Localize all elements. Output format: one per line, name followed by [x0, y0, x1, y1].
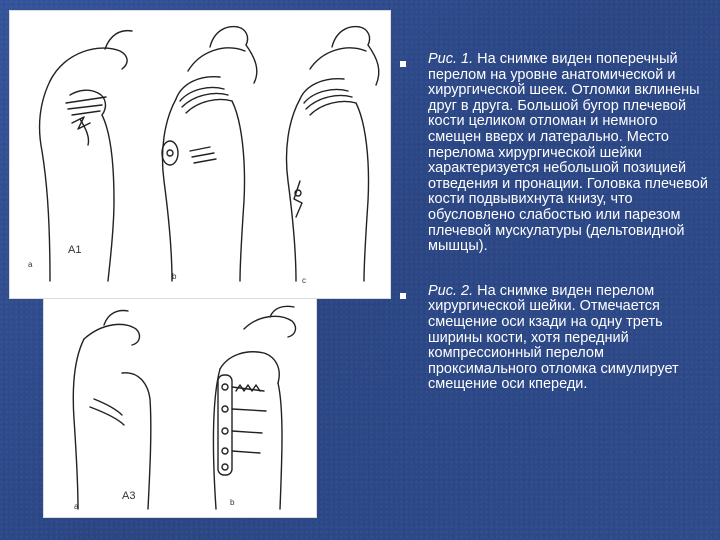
figure-1-illustration — [9, 10, 391, 299]
paragraph-1-text: На снимке виден поперечный перелом на уровне анатомической и хирургической шеек. Отломки вклинены друг в друга. Большой бугор плечевой кости целиком отломан и немного смещен вверх и латерально. Место перелома хирургической шейки характеризуется небольшой позицией отведения и пронации. Головка плечевой кости подвывихнута книзу, что обусловлено слабостью или парезом плечевой мускулатуры (дельтовидной мышцы). — [428, 51, 708, 255]
figure2-caption: A3 — [122, 490, 136, 502]
panel-b-drawing — [213, 306, 295, 509]
panel-b-label: b — [230, 498, 235, 507]
figure-2-illustration — [43, 298, 317, 518]
text-column — [400, 52, 710, 393]
figure-2-drawing — [44, 299, 316, 517]
paragraph-figure-2 — [400, 284, 710, 393]
panel-c-drawing — [287, 27, 379, 285]
panel-c-label: c — [302, 276, 306, 285]
figure-2-reference: Рис. 2. — [428, 282, 474, 299]
figure1-caption: A1 — [68, 244, 82, 256]
bullet-icon — [400, 293, 406, 299]
panel-a-drawing — [28, 31, 132, 281]
panel-a-label: a — [28, 260, 33, 269]
figure-1-reference: Рис. 1. — [428, 51, 474, 67]
panel-b-label: b — [172, 272, 177, 281]
paragraph-figure-1 — [400, 52, 710, 255]
bullet-icon — [400, 61, 406, 67]
panel-a-drawing — [73, 311, 151, 511]
figure-1-drawing — [10, 11, 390, 298]
panel-a-label: a — [74, 502, 79, 511]
paragraph-2-text: На снимке виден перелом хирургической шейки. Отмечается смещение оси кзади на одну треть ширины кости, хотя передний компрессионный перелом проксимального отломка симулирует смещение оси кпереди. — [428, 282, 679, 393]
panel-b-drawing — [162, 27, 257, 281]
